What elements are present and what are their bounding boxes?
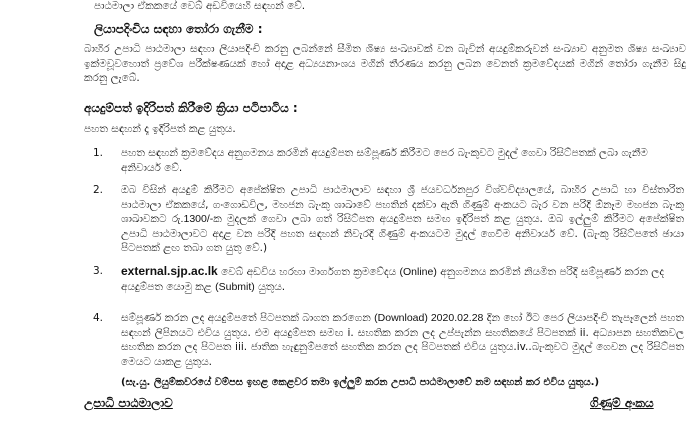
- step-text: දින හෝ ඊට පෙර ලියාපදිංචි තැපෑලෙන් පහත සඳහන් ලිපිනයට එවිය යුතුය. එම අයදුම්පත සමඟ i. සහතික කරන ලද උප්පැන්න සහතිකයේ පිටපතක් ii. අධ්‍යාපන සහතිකවල සහතික කරන ලද පිටපත iii. ජාතික හැඳුනුම්පතේ සහතික කරන ලද පිටපතක් එවිය යුතුය.iv..බැංකුවට මුදල් ගෙවන ලද රිසිට්පත මෙයට යාකළ යුතුය.: [121, 312, 684, 368]
- procedure-step-3: [93, 264, 684, 294]
- step-text: ඔබ විසින් අයදුම් කිරීමට අපේක්ෂිත උපාධි පාඨමාලාව සඳහා ශ්‍රී ජයවර්ධනපුර විශ්වවිද්‍යාලයේ, බාහිර උපාධි හා විස්තාරිත පාඨමාලා ඒකකයේ, ගංගොඩවිල, මහජන බැංකු ශාඛාවේ පහතින් දක්වා ඇති ගිණුම් අංකයට බැර වන පරිදි ඕනෑම මහජන බැංකු ශාඛාවකට: [121, 184, 684, 225]
- download-date: (Download) 2020.02.28: [374, 312, 484, 324]
- step-text: අනුගමනය කරමින් නියමිත පරිදි සම්පූර්ණ කරන ලද අයදුම්පත යොමු කළ: [121, 266, 664, 293]
- registration-paragraph: බාහිර උපාධි පාඨමාලා සඳහා ලියාපදිංචි කරනු ලබන්නේ සීමිත ශිෂ්‍ය සංඛ්‍යාවක් වන බැවින් අයදුම්කරුවන් සංඛ්‍යාව අනුමත ශිෂ්‍ය සංඛ්‍යාව ඉක්මවූවහොත් ප්‍රවේශ පරීක්ෂණයක් හෝ අදාළ අධ්‍යයනාංශය මගින් තීරණය කරනු ලබන වෙනත් ක්‍රමවේදයක් මගින් තෝරා ගැනීම සිදු කරනු ලැබේ.: [84, 43, 686, 84]
- column-heading-course: උපාධි පාඨමාලාව: [84, 396, 173, 410]
- step-text: වෙබ් අඩවිය හරහා මාර්ගගත ක්‍රමවේදය: [217, 266, 400, 278]
- step-number: 2.: [93, 184, 104, 196]
- step-number: 1.: [93, 147, 104, 159]
- step-text: යුතුය.: [254, 280, 286, 293]
- submit-term: (Submit): [215, 280, 255, 293]
- envelope-note: (සැ.යු. ලියුම්කවරයේ වම්පස ඉහළ කෙළවර තමා ඉල්ලුම් කරන උපාධි පාඨමාලාවේ නම සඳහන් කර එවිය යුතුය.): [121, 377, 600, 388]
- top-line: පාඨමාලා ඒකකයේ වෙබ් අඩවියෙහි සඳහන් වේ.: [94, 0, 306, 12]
- registration-heading: ලියාපදිංචිය සඳහා තෝරා ගැනීම :: [94, 22, 263, 36]
- step-number: 3.: [93, 265, 104, 277]
- procedure-step-2: [93, 183, 684, 256]
- step-text: ක මුදලක් ගෙවා ලබා ගත් රිසිට්පත අයදුම්පත සමඟ ඉදිරිපත් කළ යුතුය. ඔබ ඉල්ලුම් කිරීමට අපේක්ෂිත උපාධි පාඨමාලාවට අදාළ වන පරිදි පහත සඳහන් නිවැරදි ගිණුම් අංකයටම මුදල් ගෙවීම අනිවාර්ය වේ. (බැංකු රිසිට්පතේ ඡායා පිටපතක් ළඟ තබා ගත යුතු වේ.): [121, 213, 684, 254]
- procedure-intro: පහත සඳහන් දෑ ඉදිරිපත් කළ යුතුය.: [84, 123, 236, 135]
- website-link[interactable]: external.sjp.ac.lk: [121, 264, 218, 278]
- procedure-heading: අයදුම්පත් ඉදිරිපත් කිරීමේ ක්‍රියා පටිපාටිය :: [84, 101, 298, 115]
- step-number: 4.: [93, 312, 104, 324]
- procedure-step-1: [93, 146, 684, 175]
- procedure-step-4: [93, 311, 684, 369]
- step-text: සම්පූර්ණ කරන ලද අයදුම්පතේ පිටපතක් බාගත කරගෙන: [121, 312, 375, 324]
- column-heading-account: ගිණුම් අංකය: [590, 396, 654, 410]
- fee-amount: රු.1300/-: [171, 213, 214, 225]
- online-term: (Online): [399, 266, 437, 278]
- step-text: පහත සඳහන් ක්‍රමවේදය අනුගමනය කරමින් අයදුම්පත සම්පූර්ණ කිරීමට පෙර බැංකුවට මුදල් ගෙවා රිසිට්පතක් ලබා ගැනීම අනිවාර්ය වේ.: [121, 147, 648, 174]
